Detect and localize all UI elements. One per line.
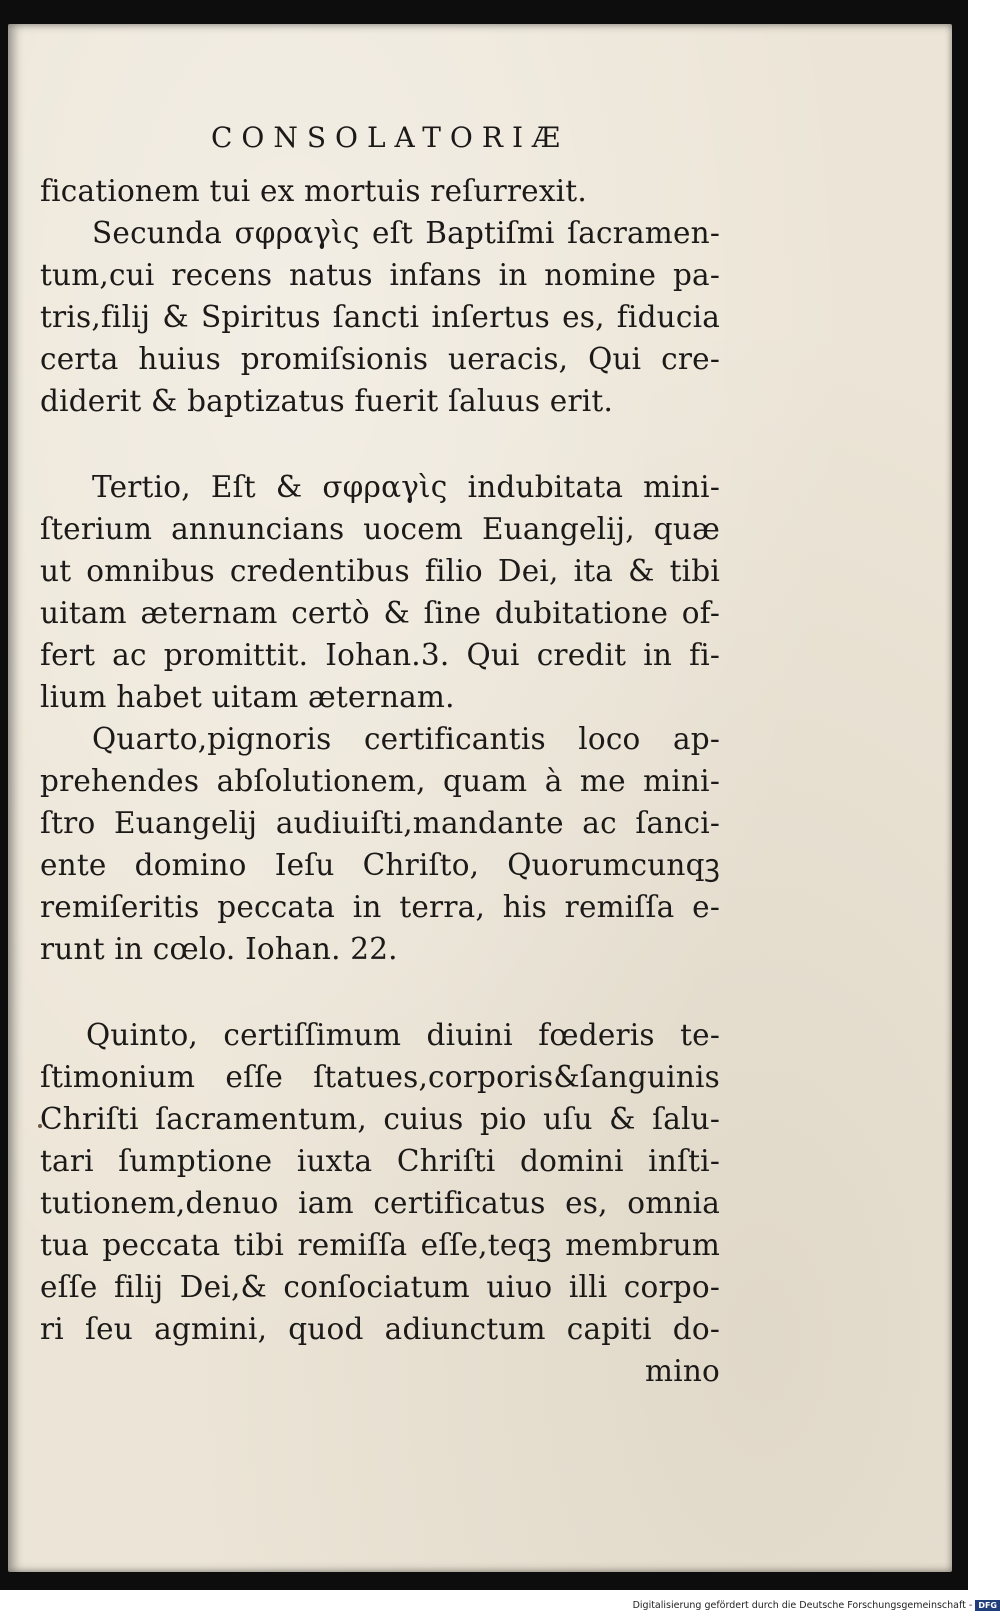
text-line: prehendes abſolutionem, quam à me mini- <box>40 764 720 798</box>
text-line: tari ſumptione iuxta Chriſti domini inſti- <box>40 1144 720 1178</box>
text-line: certa huius promiſsionis ueracis, Qui cre- <box>40 342 720 376</box>
text-line: tutionem,denuo iam certificatus es, omnia <box>40 1186 720 1220</box>
text-line: lium habet uitam æternam. <box>40 680 455 714</box>
text-line: eſſe filij Dei,& conſociatum uiuo illi corpo- <box>40 1270 720 1304</box>
text-line: Secunda σφραγὶς eſt Baptiſmi ſacramen- <box>92 216 720 250</box>
running-header: CONSOLATORIÆ <box>210 121 570 154</box>
digitization-credit <box>600 1600 1000 1618</box>
text-line: uitam æternam certò & ſine dubitatione of- <box>40 596 720 630</box>
text-line: tum,cui recens natus infans in nomine pa- <box>40 258 720 292</box>
text-line: fert ac promittit. Iohan.3. Qui credit in fi- <box>40 638 720 672</box>
text-line: Tertio, Eſt & σφραγὶς indubitata mini- <box>92 470 720 504</box>
text-line: Quarto,pignoris certificantis loco ap- <box>92 722 720 756</box>
text-line: ri ſeu agmini, quod adiunctum capiti do- <box>40 1312 720 1346</box>
text-line: ſtro Euangelij audiuiſti,mandante ac ſanci- <box>40 806 720 840</box>
page-text-block <box>40 104 720 1392</box>
text-line: ente domino Ieſu Chriſto, Quorumcunqꝫ <box>40 848 720 882</box>
book-page <box>8 24 952 1572</box>
text-line: ficationem tui ex mortuis reſurrexit. <box>40 174 587 208</box>
catchword: mino <box>645 1354 720 1388</box>
text-line: diderit & baptizatus fuerit ſaluus erit. <box>40 384 614 418</box>
paragraph-gap <box>40 422 720 466</box>
dfg-logo: DFG <box>975 1600 1000 1611</box>
text-line: tris,filij & Spiritus ſancti inſertus es, fiducia <box>40 300 720 334</box>
text-line: Quinto, certiſſimum diuini fœderis te- <box>86 1018 720 1052</box>
text-line: runt in cœlo. Iohan. 22. <box>40 932 398 966</box>
credit-text: Digitalisierung gefördert durch die Deutsche Forschungsgemeinschaft - <box>632 1600 973 1611</box>
text-line: ut omnibus credentibus filio Dei, ita & tibi <box>40 554 720 588</box>
paragraph-gap <box>40 970 720 1014</box>
text-line: ſterium annuncians uocem Euangelij, quæ <box>40 512 720 546</box>
text-line: Chriſti ſacramentum, cuius pio uſu & ſalu- <box>40 1102 720 1136</box>
text-line: tua peccata tibi remiſſa eſſe,teqꝫ membrum <box>40 1228 720 1262</box>
text-line: ſtimonium eſſe ſtatues,corporis&ſanguinis <box>40 1060 720 1094</box>
text-line: remiſeritis peccata in terra, his remiſſa e- <box>40 890 720 924</box>
